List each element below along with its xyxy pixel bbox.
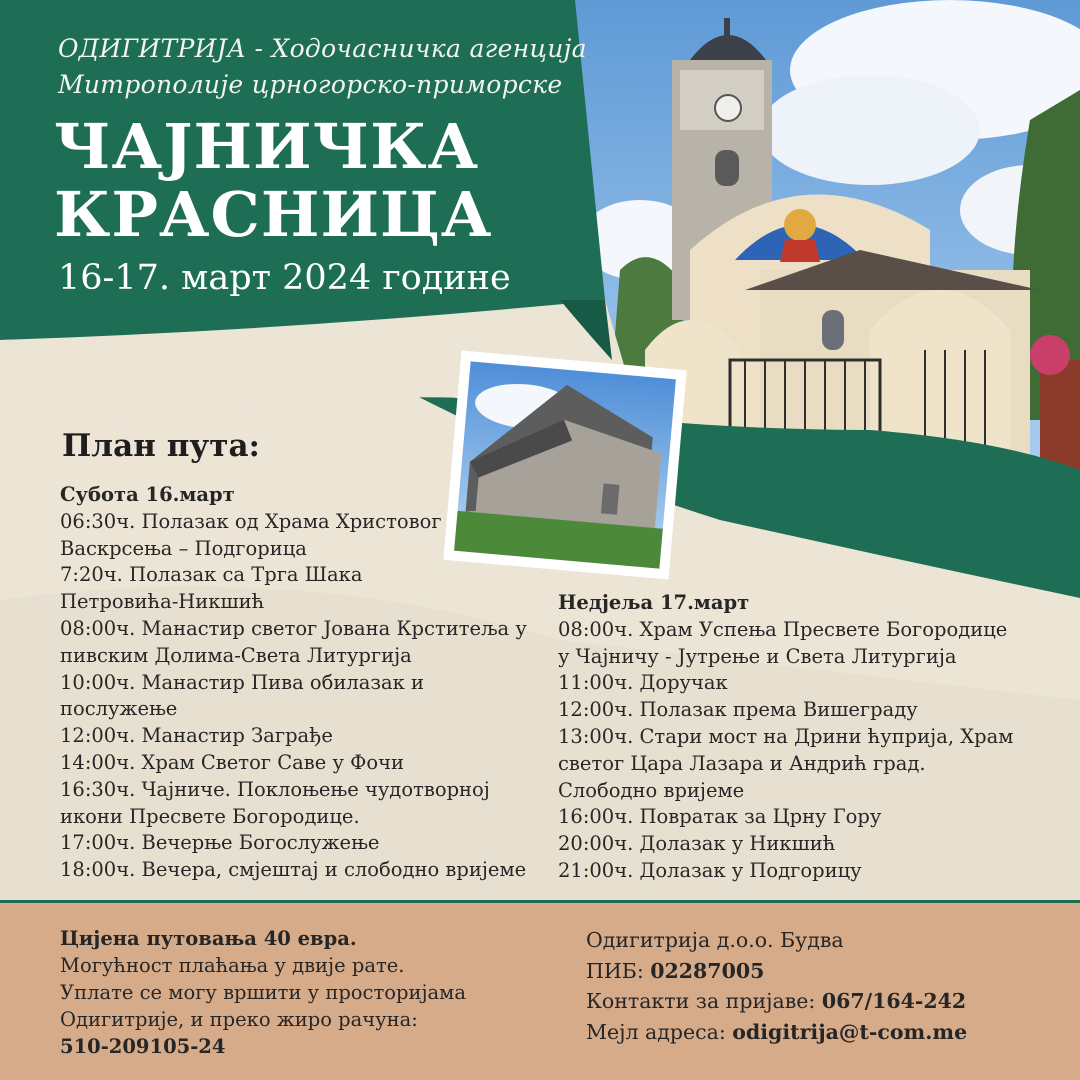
saturday-title: Субота 16.март [60,483,235,506]
schedule-line: 7:20ч. Полазак са Трга Шака [60,563,363,587]
schedule-line: 14:00ч. Храм Светог Саве у Фочи [60,750,404,774]
schedule-line: у Чајничу - Јутрење и Света Литургија [558,644,957,668]
schedule-line: 21:00ч. Долазак у Подгорицу [558,858,862,882]
schedule-line: 16:30ч. Чајниче. Поклоњење чудотворној [60,777,490,801]
saturday-schedule [60,482,527,884]
schedule-line: Васкрсења – Подгорица [60,536,307,560]
schedule-line: Слободно вријеме [558,778,745,802]
pib-value: 02287005 [650,958,765,983]
schedule-line: икони Пресвете Богородице. [60,804,360,828]
title-line1: ЧАЈНИЧКА [54,110,480,183]
agency-name-line2: Митрополије црногорско-приморске [58,70,563,99]
schedule-line: пивским Долима-Света Литургија [60,643,412,667]
agency-name-line1: ОДИГИТРИЈА - Ходочасничка агенција [58,34,587,63]
pib-row [586,956,967,987]
email-link[interactable]: odigitrija@t-com.me [732,1019,968,1044]
schedule-line: 20:00ч. Долазак у Никшић [558,832,836,856]
title-line2: КРАСНИЦА [54,178,493,251]
contact-info [586,925,967,1047]
schedule-line: 16:00ч. Повратак за Црну Гору [558,805,882,829]
schedule-line: 08:00ч. Манастир светог Јована Крститеља у [60,616,527,640]
schedule-line: 12:00ч. Манастир Заграђе [60,724,333,748]
sunday-schedule [558,590,1013,885]
contact-row [586,986,967,1017]
event-date: 16-17. март 2024 године [58,258,511,298]
schedule-line: светог Цара Лазара и Андрић град. [558,751,926,775]
schedule-line: послужење [60,697,178,721]
company-name: Одигитрија д.о.о. Будва [586,928,844,952]
price-info [60,925,466,1060]
schedule-line: 08:00ч. Храм Успења Пресвете Богородице [558,617,1008,641]
schedule-line: 17:00ч. Вечерње Богослужење [60,831,380,855]
payment-transfer: Одигитрије, и преко жиро рачуна: [60,1008,418,1031]
schedule-line: 10:00ч. Манастир Пива обилазак и [60,670,425,694]
schedule-line: 11:00ч. Доручак [558,671,728,695]
contact-phone[interactable]: 067/164-242 [821,989,967,1013]
pib-label: ПИБ: [586,958,651,983]
payment-location: Уплате се могу вршити у просторијама [60,981,466,1004]
plan-heading: План пута: [62,428,260,464]
schedule-line: 18:00ч. Вечера, смјештај и слободно вријеме [60,858,527,882]
schedule-line: 13:00ч. Стари мост на Дрини ћуприја, Храм [558,724,1014,748]
price: Цијена путовања 40 евра. [60,927,357,950]
schedule-line: Петровића-Никшић [60,590,265,614]
schedule-line: 12:00ч. Полазак према Вишеграду [558,698,918,722]
payment-installments: Могућност плаћања у двије рате. [60,954,405,977]
schedule-line: 06:30ч. Полазак од Храма Христовог [60,509,442,533]
email-label: Мејл адреса: [586,1019,733,1044]
contact-label: Контакти за пријаве: [586,989,822,1013]
sunday-title: Недјеља 17.март [558,591,750,614]
email-row [586,1017,967,1048]
bank-account: 510-209105-24 [60,1035,226,1058]
